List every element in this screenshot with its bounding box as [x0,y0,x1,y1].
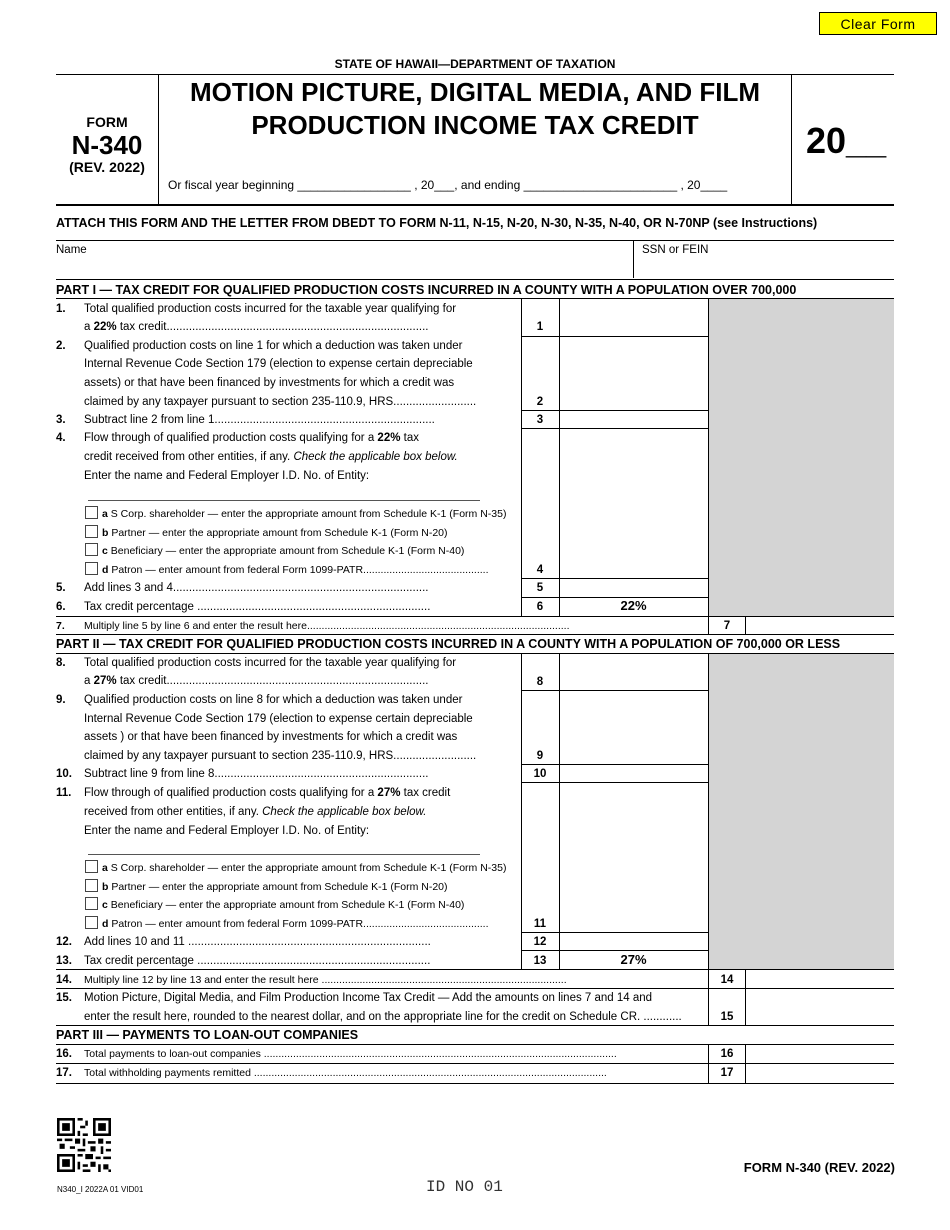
checkbox-b-icon[interactable] [85,525,98,538]
line-13-percentage: 27% [620,952,647,967]
box-4-label: 4 [536,564,544,576]
part-2-top-rule [56,634,894,635]
line-6-number: 6. [56,601,66,613]
box-15-label: 15 [720,1011,734,1023]
checkbox-c-icon[interactable] [85,897,98,910]
line-11-number: 11. [56,787,72,799]
line-5-text: Add lines 3 and 4................................................................................ [84,582,429,594]
box-1-label: 1 [536,321,544,333]
line-3-text: Subtract line 2 from line 1..................................................................... [84,414,435,426]
box-12-label: 12 [533,936,547,948]
line-8-number: 8. [56,657,66,669]
line-13-text: Tax credit percentage ......................................................................... [84,955,431,967]
line-12-amount-field[interactable] [560,933,707,950]
line-1-text-b: a 22% tax credit.................................................................................. [84,321,429,333]
qr-code-icon [57,1118,111,1172]
line-15-text-b: enter the result here, rounded to the nearest dollar, and on the appropriate line for the credit on Schedule CR. ............ [84,1011,682,1023]
checkbox-b-icon[interactable] [85,879,98,892]
box-9-label: 9 [536,750,544,762]
line-11-checkbox-a[interactable]: a S Corp. shareholder — enter the appropriate amount from Schedule K-1 (Form N-35) [85,860,506,874]
form-footer-label: FORM N-340 (REV. 2022) [743,1160,895,1175]
box-7-label: 7 [723,620,731,632]
box-8-label: 8 [536,676,544,688]
line-8-amount-field[interactable] [560,654,707,690]
attach-instruction: ATTACH THIS FORM AND THE LETTER FROM DBEDT TO FORM N-11, N-15, N-20, N-30, N-35, N-40, OR N-70NP (see Instructions) [56,216,818,230]
line-15-number: 15. [56,992,72,1004]
box-3-label: 3 [536,414,544,426]
checkbox-d-icon[interactable] [85,916,98,929]
box-11-label: 11 [533,918,547,930]
line-9-number: 9. [56,694,66,706]
line-12-text: Add lines 10 and 11 ............................................................................ [84,936,431,948]
header-top-rule [56,74,894,75]
line-13-number: 13. [56,955,72,967]
part-1-shaded-area [709,299,894,616]
line-14-text: Multiply line 12 by line 13 and enter the result here .................................................................................... [84,974,567,986]
row-rule-17 [56,1083,894,1084]
id-number: ID NO 01 [426,1178,503,1196]
header-divider-right [791,74,792,204]
box-16-label: 16 [720,1048,734,1060]
line-1-number: 1. [56,303,66,315]
line-2-text-d: claimed by any taxpayer pursuant to section 235-110.9, HRS.......................... [84,396,477,408]
row-rule-15 [56,1025,894,1026]
header-divider-left [158,74,159,204]
line-9-amount-field[interactable] [560,691,707,764]
line-1-amount-field[interactable] [560,299,707,336]
header-bottom-rule [56,204,894,206]
line-4-text-c: Enter the name and Federal Employer I.D. No. of Entity: [84,470,370,482]
form-number: N-340 [71,130,143,160]
form-word: FORM [86,114,128,130]
checkbox-a-icon[interactable] [85,860,98,873]
box-14-label: 14 [720,974,734,986]
line-12-number: 12. [56,936,72,948]
line-10-text: Subtract line 9 from line 8................................................................... [84,768,429,780]
box-2-label: 2 [536,396,544,408]
line-11-text-a: Flow through of qualified production costs qualifying for a 27% tax credit [84,787,451,799]
line-4-checkbox-a[interactable]: a S Corp. shareholder — enter the appropriate amount from Schedule K-1 (Form N-35) [85,506,506,520]
tax-year[interactable]: 20__ [806,120,887,161]
line-6-text: Tax credit percentage ......................................................................... [84,601,431,613]
name-row-top [56,240,894,241]
line-11-text-b: received from other entities, if any. Check the applicable box below. [84,806,427,818]
line-15-text-a: Motion Picture, Digital Media, and Film Production Income Tax Credit — Add the amounts on lines 7 and 14 and [84,992,653,1004]
line-5-amount-field[interactable] [560,579,707,597]
line-9-text-c: assets ) or that have been financed by investments for which a credit was [84,731,458,743]
form-title-line-1: MOTION PICTURE, DIGITAL MEDIA, AND FILM [189,77,761,107]
line-11-text-c: Enter the name and Federal Employer I.D. No. of Entity: [84,825,370,837]
line-2-text-b: Internal Revenue Code Section 179 (election to expense certain depreciable [84,358,473,370]
name-field[interactable]: Name [56,244,87,256]
line-17-text: Total withholding payments remitted ......................................................................................................................... [84,1067,607,1079]
line-7-amount-field[interactable] [746,617,894,634]
line-4-text-b: credit received from other entities, if any. Check the applicable box below. [84,451,458,463]
line-17-amount-field[interactable] [746,1064,894,1083]
line-11-entity-field[interactable] [88,854,480,855]
line-4-checkbox-c[interactable]: c Beneficiary — enter the appropriate amount from Schedule K-1 (Form N-40) [85,543,464,557]
checkbox-d-icon[interactable] [85,562,98,575]
agency-name: STATE OF HAWAII—DEPARTMENT OF TAXATION [334,57,616,71]
line-9-text-a: Qualified production costs on line 8 for which a deduction was taken under [84,694,463,706]
line-7-number: 7. [56,620,65,632]
line-14-amount-field[interactable] [746,970,894,988]
part-2-shaded-area [709,654,894,969]
line-2-number: 2. [56,340,66,352]
line-16-number: 16. [56,1048,72,1060]
name-row-bottom [56,279,894,280]
line-4-amount-field[interactable] [560,429,707,578]
checkbox-c-icon[interactable] [85,543,98,556]
line-6-percentage: 22% [620,598,647,613]
form-title-line-2: PRODUCTION INCOME TAX CREDIT [251,110,699,140]
line-9-text-d: claimed by any taxpayer pursuant to section 235-110.9, HRS.......................... [84,750,477,762]
checkbox-a-icon[interactable] [85,506,98,519]
line-11-checkbox-c[interactable]: c Beneficiary — enter the appropriate amount from Schedule K-1 (Form N-40) [85,897,464,911]
form-title [160,76,790,142]
box-6-label: 6 [536,601,544,613]
line-5-number: 5. [56,582,66,594]
line-14-number: 14. [56,974,72,986]
line-7-text: Multiply line 5 by line 6 and enter the result here.......................................................................................... [84,620,570,632]
line-4-number: 4. [56,432,66,444]
line-16-amount-field[interactable] [746,1045,894,1063]
box-10-label: 10 [533,768,547,780]
line-10-number: 10. [56,768,72,780]
line-11-checkbox-d[interactable]: d Patron — enter amount from federal Form 1099-PATR........................................... [85,916,489,930]
line-4-text-a: Flow through of qualified production costs qualifying for a 22% tax [84,432,419,444]
box-5-label: 5 [536,582,544,594]
line-4-checkbox-b[interactable]: b Partner — enter the appropriate amount from Schedule K-1 (Form N-20) [85,525,448,539]
line-10-amount-field[interactable] [560,765,707,782]
line-15-amount-field[interactable] [746,989,894,1025]
line-2-text-a: Qualified production costs on line 1 for which a deduction was taken under [84,340,463,352]
box-17-label: 17 [720,1067,734,1079]
line-9-text-b: Internal Revenue Code Section 179 (election to expense certain depreciable [84,713,473,725]
line-11-checkbox-b[interactable]: b Partner — enter the appropriate amount from Schedule K-1 (Form N-20) [85,879,448,893]
line-11-amount-field[interactable] [560,783,707,932]
line-17-number: 17. [56,1067,72,1079]
ssn-fein-field[interactable]: SSN or FEIN [642,244,709,256]
form-code: N340_I 2022A 01 VID01 [57,1185,144,1194]
part-3-heading: PART III — PAYMENTS TO LOAN-OUT COMPANIES [56,1028,359,1042]
box-13-label: 13 [533,955,547,967]
line-2-amount-field[interactable] [560,337,707,410]
fiscal-year-line[interactable]: Or fiscal year beginning _________________ , 20___, and ending _______________________ , 20____ [168,178,728,192]
line-16-text: Total payments to loan-out companies ......................................................................................................................... [84,1048,617,1060]
line-8-text-b: a 27% tax credit.................................................................................. [84,675,429,687]
line-3-amount-field[interactable] [560,411,707,428]
line-8-text-a: Total qualified production costs incurred for the taxable year qualifying for [84,657,457,669]
row-rule-12 [521,950,708,951]
part-1-heading: PART I — TAX CREDIT FOR QUALIFIED PRODUCTION COSTS INCURRED IN A COUNTY WITH A POPULATION OVER 700,000 [56,283,797,297]
line-4-entity-field[interactable] [88,500,480,501]
form-revision: (REV. 2022) [69,159,145,175]
line-2-text-c: assets) or that have been financed by investments for which a credit was [84,377,455,389]
name-ssn-divider [633,240,634,278]
part-2-heading: PART II — TAX CREDIT FOR QUALIFIED PRODUCTION COSTS INCURRED IN A COUNTY WITH A POPULATION OF 700,000 OR LESS [56,637,841,651]
clear-form-button[interactable]: Clear Form [819,12,937,35]
line-4-checkbox-d[interactable]: d Patron — enter amount from federal Form 1099-PATR........................................... [85,562,489,576]
line-3-number: 3. [56,414,66,426]
line-1-text-a: Total qualified production costs incurred for the taxable year qualifying for [84,303,457,315]
